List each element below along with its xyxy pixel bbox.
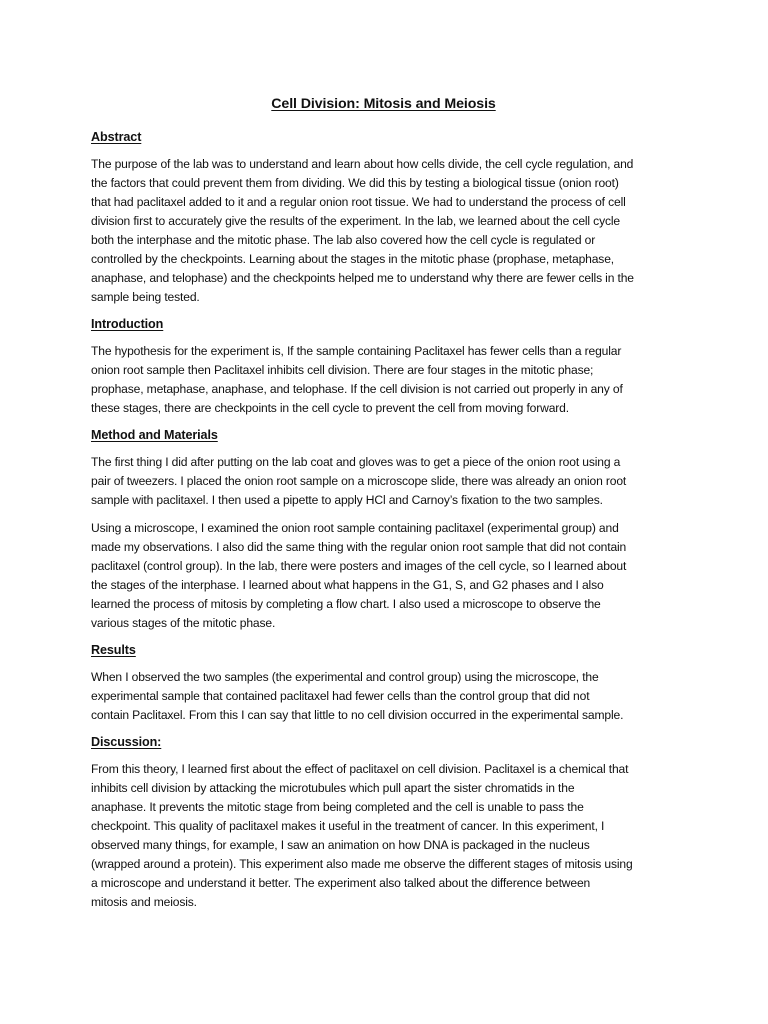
text-line: The hypothesis for the experiment is, If the sample containing Paclitaxel has fewer cells than a regular [91,344,622,358]
text-line: mitosis and meiosis. [91,895,197,909]
text-line: the stages of the interphase. I learned about what happens in the G1, S, and G2 phases and I also [91,578,604,592]
method-paragraph-1 [91,453,676,510]
text-line: (wrapped around a protein). This experiment also made me observe the different stages of mitosis using [91,857,633,871]
section-heading-method-and-materials: Method and Materials [91,428,218,442]
text-line: these stages, there are checkpoints in the cell cycle to prevent the cell from moving forward. [91,401,569,415]
text-line: various stages of the mitotic phase. [91,616,276,630]
text-line: the factors that could prevent them from dividing. We did this by testing a biological tissue (onion root) [91,176,619,190]
method-paragraph-2 [91,519,676,633]
text-line: learned the process of mitosis by completing a flow chart. I also used a microscope to observe the [91,597,601,611]
text-line: pair of tweezers. I placed the onion root sample on a microscope slide, there was already an onion root [91,474,627,488]
section-heading-introduction: Introduction [91,317,164,331]
text-line: a microscope and understand it better. The experiment also talked about the difference between [91,876,591,890]
text-line: checkpoint. This quality of paclitaxel makes it useful in the treatment of cancer. In this experiment, I [91,819,605,833]
text-line: both the interphase and the mitotic phase. The lab also covered how the cell cycle is regulated or [91,233,596,247]
text-line: anaphase. It prevents the mitotic stage from being completed and the cell is unable to pass the [91,800,584,814]
text-line: The first thing I did after putting on the lab coat and gloves was to get a piece of the onion root using a [91,455,621,469]
text-line: paclitaxel (control group). In the lab, there were posters and images of the cell cycle, so I learned about [91,559,627,573]
abstract-paragraph [91,155,676,307]
introduction-paragraph [91,342,676,418]
text-line: prophase, metaphase, anaphase, and telophase. If the cell division is not carried out properly in any of [91,382,623,396]
text-line: onion root sample then Paclitaxel inhibits cell division. There are four stages in the mitotic phase; [91,363,594,377]
text-line: sample being tested. [91,290,200,304]
document-title: Cell Division: Mitosis and Meiosis [271,96,496,112]
section-heading-abstract: Abstract [91,130,142,144]
text-line: made my observations. I also did the same thing with the regular onion root sample that did not contain [91,540,627,554]
text-line: observed many things, for example, I saw an animation on how DNA is packaged in the nucleus [91,838,590,852]
text-line: that had paclitaxel added to it and a regular onion root tissue. We had to understand the process of cell [91,195,626,209]
results-paragraph [91,668,676,725]
text-line: inhibits cell division by attacking the microtubules which pull apart the sister chromatids in the [91,781,575,795]
text-line: division first to accurately give the results of the experiment. In the lab, we learned about the cell cycle [91,214,620,228]
section-heading-discussion: Discussion: [91,735,162,749]
text-line: controlled by the checkpoints. Learning about the stages in the mitotic phase (prophase, metaphase, [91,252,614,266]
text-line: From this theory, I learned first about the effect of paclitaxel on cell division. Paclitaxel is a chemical that [91,762,629,776]
section-heading-results: Results [91,643,136,657]
text-line: contain Paclitaxel. From this I can say that little to no cell division occurred in the experimental sample. [91,708,624,722]
text-line: Using a microscope, I examined the onion root sample containing paclitaxel (experimental group) and [91,521,619,535]
discussion-paragraph [91,760,676,912]
text-line: The purpose of the lab was to understand and learn about how cells divide, the cell cycle regulation, and [91,157,634,171]
text-line: sample with paclitaxel. I then used a pipette to apply HCl and Carnoy’s fixation to the two samples. [91,493,603,507]
text-line: anaphase, and telophase) and the checkpoints helped me to understand why there are fewer cells in the [91,271,634,285]
text-line: experimental sample that contained paclitaxel had fewer cells than the control group that did not [91,689,590,703]
text-line: When I observed the two samples (the experimental and control group) using the microscope, the [91,670,599,684]
